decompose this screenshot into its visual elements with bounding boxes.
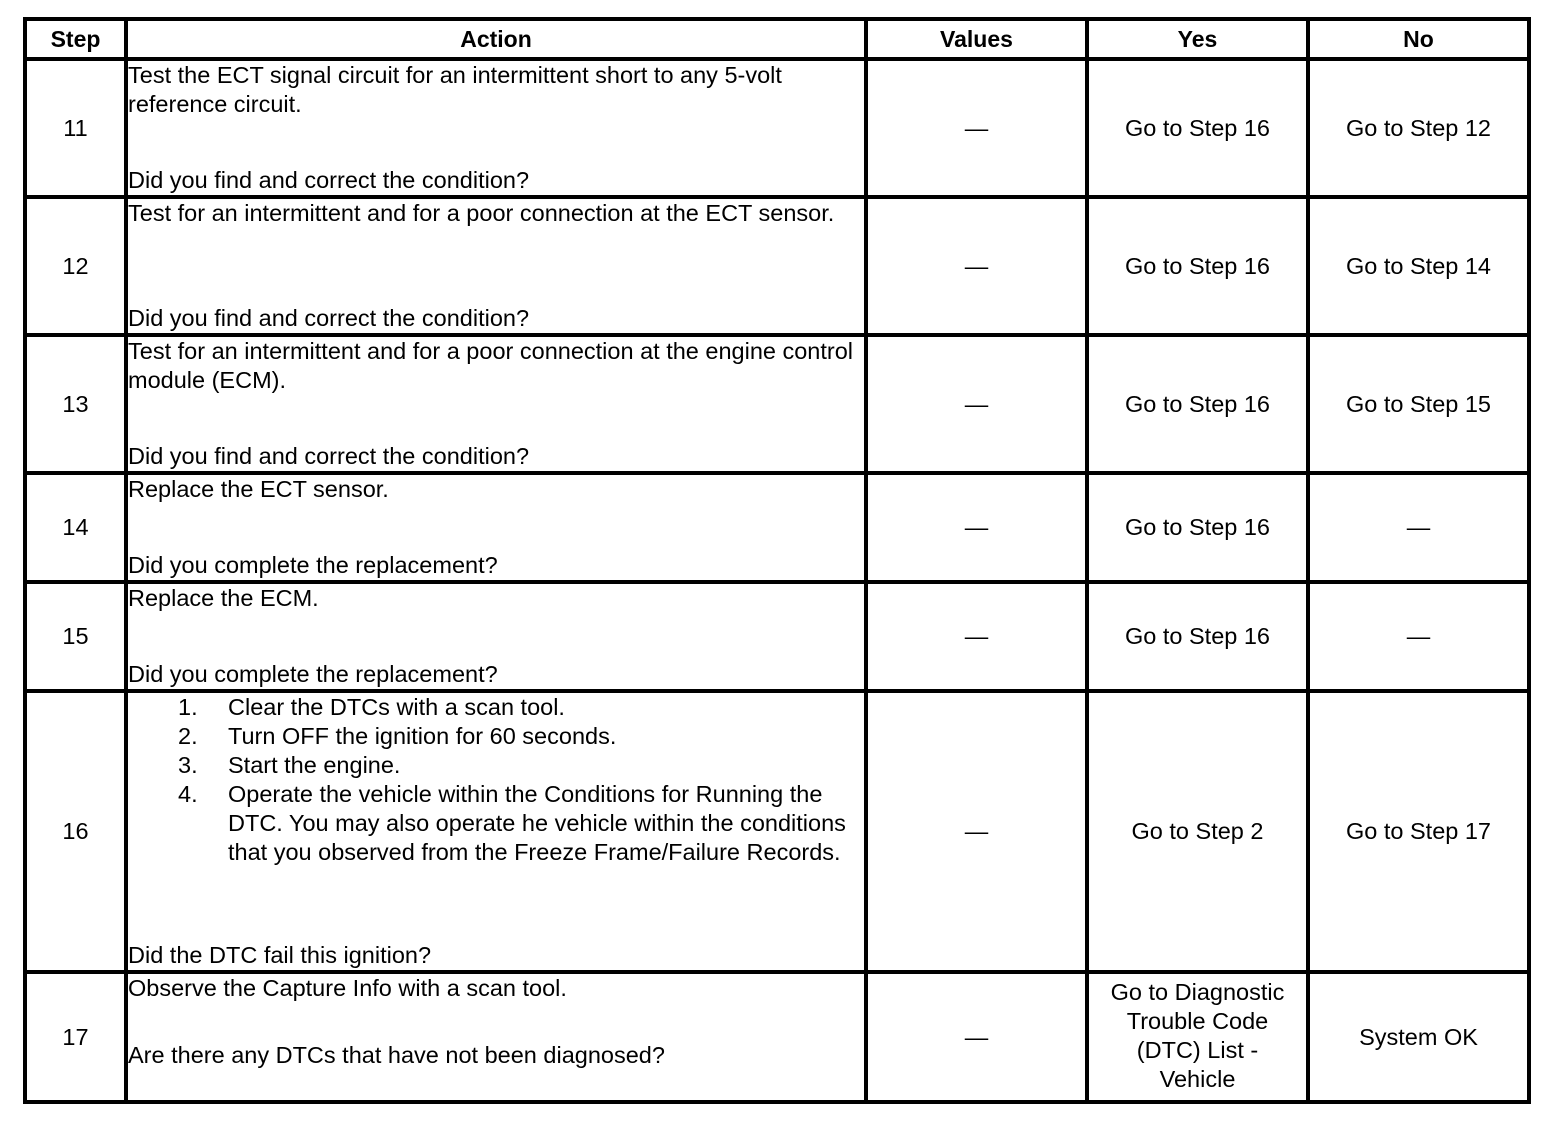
action-question: Did you find and correct the condition? [128,167,530,193]
action-text: Replace the ECM. [128,585,319,611]
header-action: Action [126,19,866,59]
yes-link[interactable]: Go to Diagnostic Trouble Code (DTC) List - Vehicle [1087,972,1308,1102]
values-cell: — [866,582,1087,691]
action-text: Replace the ECT sensor. [128,476,389,502]
table-row [25,197,1529,335]
step-number: 13 [25,335,126,473]
yes-link[interactable]: Go to Step 16 [1087,335,1308,473]
action-question: Did the DTC fail this ignition? [128,942,432,968]
action-text: Observe the Capture Info with a scan tool. [128,975,567,1001]
action-cell [126,691,866,972]
header-step: Step [25,19,126,59]
step-number: 11 [25,59,126,197]
table-row [25,335,1529,473]
values-cell: — [866,972,1087,1102]
values-cell: — [866,197,1087,335]
no-link[interactable]: System OK [1308,972,1529,1102]
substep-text: Operate the vehicle within the Conditions for Running the DTC. You may also operate he vehicle within the conditions that you observed from the Freeze Frame/Failure Records. [228,781,846,865]
values-cell: — [866,473,1087,582]
action-cell [126,335,866,473]
action-question: Did you complete the replacement? [128,661,498,687]
action-cell [126,473,866,582]
action-question: Did you find and correct the condition? [128,305,530,331]
table-row [25,582,1529,691]
action-question: Did you find and correct the condition? [128,443,530,469]
diagnostic-table [23,17,1531,1104]
header-row [25,19,1529,59]
table-row [25,59,1529,197]
table-row [25,691,1529,972]
action-question: Are there any DTCs that have not been diagnosed? [128,1042,665,1068]
action-cell [126,197,866,335]
list-item [128,751,864,780]
yes-link[interactable]: Go to Step 16 [1087,473,1308,582]
header-no: No [1308,19,1529,59]
substep-text: Start the engine. [228,752,401,778]
substep-text: Clear the DTCs with a scan tool. [228,694,565,720]
no-link[interactable]: Go to Step 17 [1308,691,1529,972]
substep-list [128,693,864,867]
no-link[interactable]: Go to Step 15 [1308,335,1529,473]
header-yes: Yes [1087,19,1308,59]
values-cell: — [866,59,1087,197]
step-number: 15 [25,582,126,691]
substep-number: 3. [178,752,198,778]
substep-number: 4. [178,781,198,807]
action-text: Test the ECT signal circuit for an intermittent short to any 5-volt reference circuit. [128,62,782,117]
action-cell [126,582,866,691]
yes-link[interactable]: Go to Step 2 [1087,691,1308,972]
action-cell [126,972,866,1102]
yes-link[interactable]: Go to Step 16 [1087,197,1308,335]
yes-link[interactable]: Go to Step 16 [1087,582,1308,691]
list-item [128,780,864,867]
action-cell [126,59,866,197]
step-number: 14 [25,473,126,582]
step-number: 17 [25,972,126,1102]
action-text: Test for an intermittent and for a poor connection at the ECT sensor. [128,200,835,226]
no-link[interactable]: Go to Step 12 [1308,59,1529,197]
values-cell: — [866,691,1087,972]
table-row [25,972,1529,1102]
no-value: — [1308,473,1529,582]
header-values: Values [866,19,1087,59]
substep-number: 2. [178,723,198,749]
step-number: 12 [25,197,126,335]
step-number: 16 [25,691,126,972]
action-text: Test for an intermittent and for a poor connection at the engine control module (ECM). [128,338,854,393]
substep-text: Turn OFF the ignition for 60 seconds. [228,723,617,749]
yes-link[interactable]: Go to Step 16 [1087,59,1308,197]
table-row [25,473,1529,582]
no-link[interactable]: Go to Step 14 [1308,197,1529,335]
action-question: Did you complete the replacement? [128,552,498,578]
substep-number: 1. [178,694,198,720]
list-item [128,693,864,722]
list-item [128,722,864,751]
no-value: — [1308,582,1529,691]
values-cell: — [866,335,1087,473]
